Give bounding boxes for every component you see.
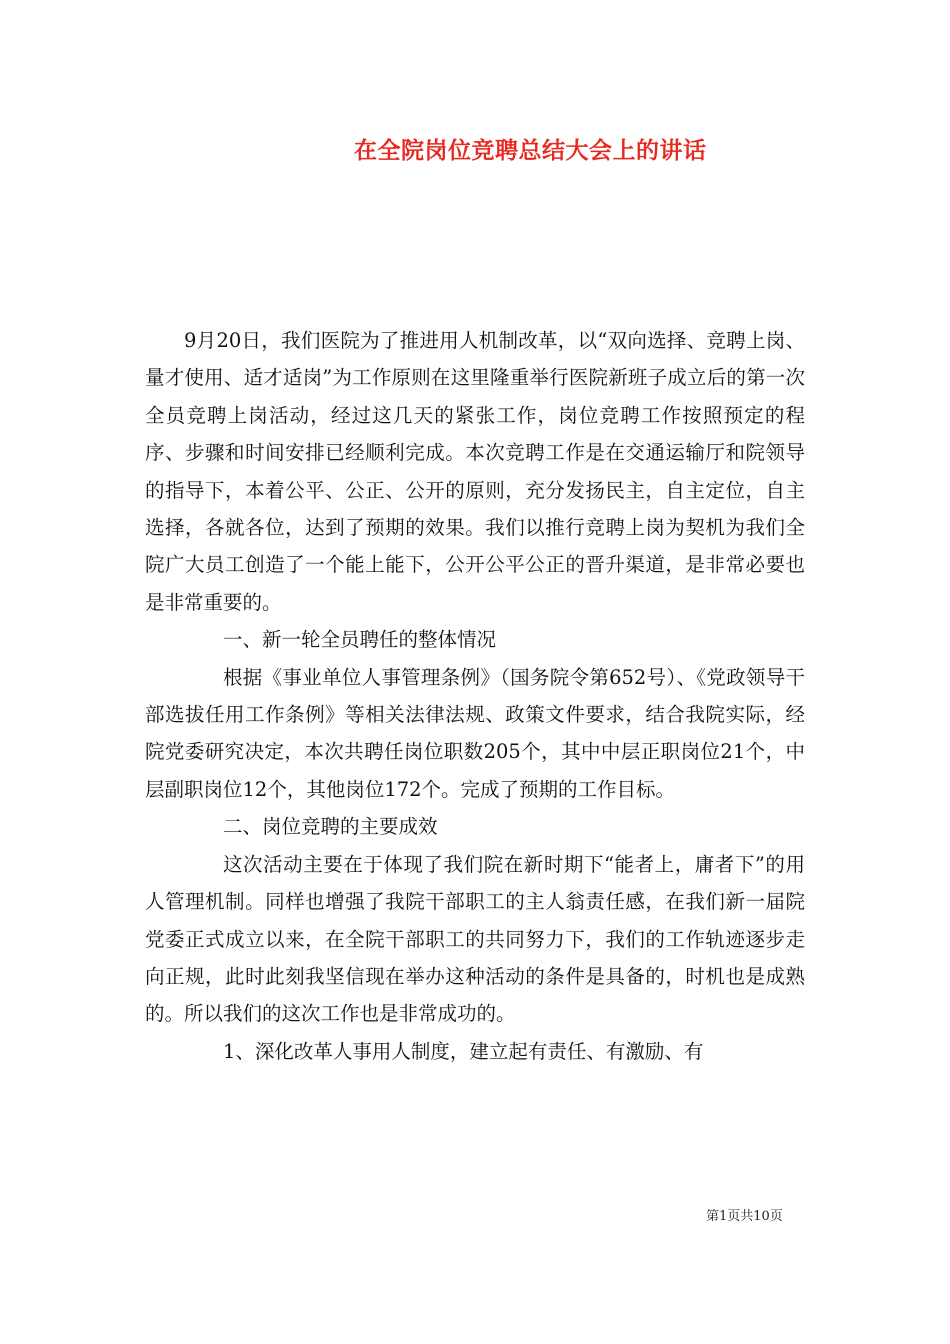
paragraph-intro: 9月20日，我们医院为了推进用人机制改革，以“双向选择、竞聘上岗、量才使用、适才适岗”为工作原则在这里隆重举行医院新班子成立后的第一次全员竞聘上岗活动，经过这几天的紧张工作，岗位竞聘工作按照预定的程序、步骤和时间安排已经顺利完成。本次竞聘工作是在交通运输厅和院领导的指导下，本着公平、公正、公开的原则，充分发扬民主，自主定位，自主选择，各就各位，达到了预期的效果。我们以推行竞聘上岗为契机为我们全院广大员工创造了一个能上能下，公开公平公正的晋升渠道，是非常必要也是非常重要的。 [145,329,805,614]
paragraph-overview: 根据《事业单位人事管理条例》（国务院令第652号）、《党政领导干部选拔任用工作条例》等相关法律法规、政策文件要求，结合我院实际，经院党委研究决定，本次共聘任岗位职数205个，其中中层正职岗位21个，中层副职岗位12个，其他岗位172个。完成了预期的工作目标。 [145,665,805,801]
paragraph-results: 这次活动主要在于体现了我们院在新时期下“能者上，庸者下”的用人管理机制。同样也增强了我院干部职工的主人翁责任感，在我们新一届院党委正式成立以来，在全院干部职工的共同努力下，我们的工作轨迹逐步走向正规，此时此刻我坚信现在举办这种活动的条件是具备的，时机也是成熟的。所以我们的这次工作也是非常成功的。 [145,852,805,1026]
document-title: 在全院岗位竞聘总结大会上的讲话 [354,138,707,164]
section-heading-2: 二、岗位竞聘的主要成效 [223,815,438,839]
page-number-footer: 第1页共10页 [706,1209,783,1224]
document-body [145,322,805,1070]
section-heading-1: 一、新一轮全员聘任的整体情况 [223,628,497,652]
paragraph-item-1: 1、深化改革人事用人制度，建立起有责任、有激励、有 [223,1039,704,1063]
